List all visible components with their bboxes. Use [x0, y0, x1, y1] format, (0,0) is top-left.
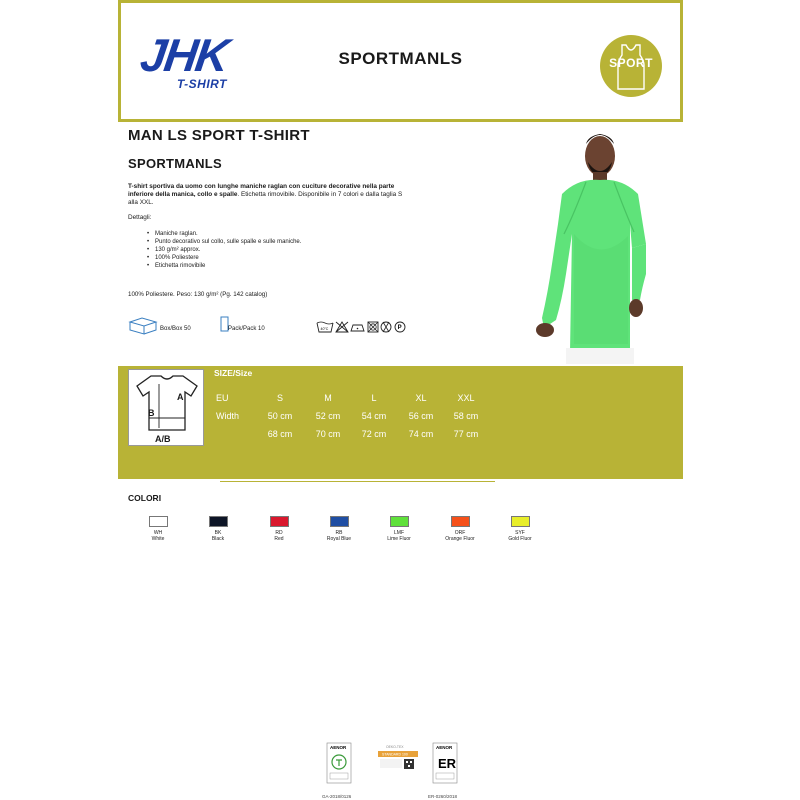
aenor-eco-certificate-icon [326, 742, 352, 784]
size-header-label: EU [216, 393, 229, 403]
aenor-er-label: AENOR [436, 745, 453, 750]
length-value: 72 cm [361, 429, 387, 439]
swatch-code: WH [153, 530, 163, 536]
diagram-label-a: A [177, 392, 184, 402]
model-hand-left [536, 323, 554, 337]
aenor-code: GA-2018/0126 [322, 794, 352, 799]
oeko-label: OEKO-TEX [386, 745, 404, 749]
packaging-row [128, 316, 418, 340]
list-item: • Maniche raglan. [155, 230, 301, 238]
wash-temp: 40°C [320, 327, 329, 331]
swatch-code: SYF [515, 530, 525, 536]
width-value: 58 cm [453, 411, 479, 421]
color-swatch [188, 516, 248, 542]
swatch-box [330, 516, 349, 527]
swatch-box [209, 516, 228, 527]
swatch-name: Orange Fluor [445, 536, 475, 542]
aenor-er-certificate-icon [432, 742, 458, 784]
length-value: 70 cm [315, 429, 341, 439]
swatch-name: Royal Blue [326, 536, 352, 542]
er-code: ER-0260/2018 [428, 794, 458, 799]
diagram-label-ab: A/B [155, 434, 171, 444]
sport-badge [600, 35, 662, 97]
details-list [155, 230, 301, 270]
color-swatch [430, 516, 490, 542]
width-value: 56 cm [408, 411, 434, 421]
swatch-code: ORF [454, 530, 466, 536]
width-value: 52 cm [315, 411, 341, 421]
colors-title: COLORI [128, 493, 162, 503]
logo-subtext: T-SHIRT [177, 77, 227, 91]
length-value: 77 cm [453, 429, 479, 439]
swatch-name: White [151, 536, 165, 542]
oeko-tex-icon [376, 744, 420, 774]
size-title: SIZE/Size [214, 368, 253, 378]
logo-text: JHK [137, 29, 231, 81]
model-hand-right [629, 299, 643, 317]
size-header: M [324, 393, 332, 403]
size-header: XXL [457, 393, 475, 403]
size-section [118, 366, 683, 479]
color-swatch [249, 516, 309, 542]
svg-text:P: P [397, 325, 402, 332]
swatch-code: RB [335, 530, 343, 536]
list-item: • 130 g/m² approx. [155, 246, 301, 254]
box-icon [128, 316, 158, 336]
diagram-label-b: B [148, 408, 155, 418]
pack-label: Pack/Pack 10 [228, 326, 265, 332]
dry-clean-icon [381, 322, 391, 332]
swatch-code: RD [275, 530, 283, 536]
divider [220, 481, 495, 482]
size-header: L [371, 393, 377, 403]
list-item: • Punto decorativo sul collo, sulle spalle e sulle maniche. [155, 238, 301, 246]
aenor-label: AENOR [330, 745, 347, 750]
swatch-name: Gold Fluor [508, 536, 532, 542]
size-diagram [128, 369, 204, 446]
care-icons [316, 320, 408, 334]
swatch-name: Red [274, 536, 284, 542]
swatch-code: BK [214, 530, 222, 536]
size-header: XL [415, 393, 427, 403]
width-label: Width [216, 411, 240, 421]
swatch-name: Black [211, 536, 225, 542]
swatch-box [390, 516, 409, 527]
swatch-box [451, 516, 470, 527]
sport-badge-label: SPORT [609, 56, 653, 70]
oeko-sub: STANDARD 100 [382, 752, 408, 757]
color-swatch [309, 516, 369, 542]
description-rest: . Etichetta rimovibile. Disponibile in 7 colori e dalla taglia S alla XXL. [128, 191, 403, 206]
list-item: • 100% Poliestere [155, 254, 301, 262]
iron-icon [351, 325, 364, 331]
professional-clean-icon [395, 322, 405, 332]
swatch-box [270, 516, 289, 527]
swatch-code: LMF [394, 530, 404, 536]
details-label: Dettagli: [128, 214, 152, 221]
box-label: Box/Box 50 [160, 326, 191, 332]
list-item: • Etichetta rimovibile [155, 262, 301, 270]
length-value: 74 cm [408, 429, 434, 439]
model-shorts [566, 348, 634, 364]
width-value: 54 cm [361, 411, 387, 421]
color-swatch [490, 516, 550, 542]
width-value: 50 cm [267, 411, 293, 421]
no-tumble-dry-icon [368, 322, 378, 332]
product-description [128, 183, 410, 207]
header-frame [118, 0, 683, 122]
swatch-box [511, 516, 530, 527]
model-head [585, 136, 615, 176]
er-label: ER [438, 756, 457, 771]
header-title: SPORTMANLS [338, 49, 463, 68]
model-photo [500, 124, 650, 364]
color-swatch [369, 516, 429, 542]
description-bold: T-shirt sportiva da uomo con lunghe maniche raglan con cuciture decorative nella parte inferiore della manica, collo e spalle [128, 183, 395, 198]
material-info: 100% Poliestere. Peso: 130 g/m² (Pg. 142 catalog) [128, 291, 268, 298]
size-header: S [276, 393, 283, 403]
product-title: MAN LS SPORT T-SHIRT [128, 127, 310, 144]
no-bleach-icon [336, 322, 348, 332]
swatch-name: Lime Fluor [387, 536, 411, 542]
color-swatch [128, 516, 188, 542]
length-value: 68 cm [267, 429, 293, 439]
swatch-box [149, 516, 168, 527]
product-code: SPORTMANLS [128, 156, 222, 171]
